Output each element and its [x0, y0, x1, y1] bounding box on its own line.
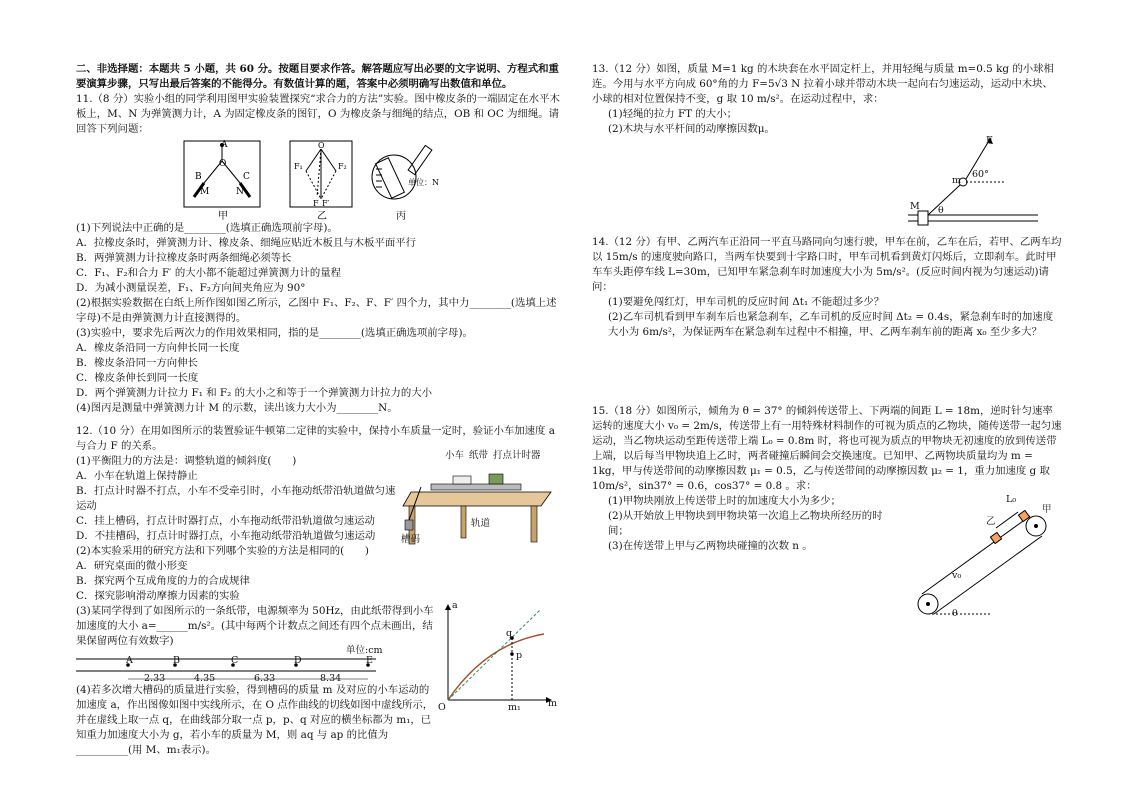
q13-label-60: 60° [972, 169, 989, 180]
label-bing: 丙 [396, 211, 406, 221]
q11-figures [76, 139, 562, 221]
q15-stem: 15.（18 分）如图所示，倾角为 θ = 37° 的倾斜传送带上、下两端的间距 L = 18m，逆时针匀速率运转的速度大小 v₀ = 2m/s，传送带上有一用特殊材料制作的可视为质点的乙物块，随传送带一起匀速运动，当乙物块运动至距传送带上端 L₀ = 0.8m 时，将也可视为质点的甲物块无初速度的放到传送带上端，以后每当甲物块追上乙时，两者碰撞后瞬间会交换速度。已知甲、乙两物块质量均为 m = 1kg，甲与传送带间的动摩擦因数 μ₁ = 0.5，乙与传送带间的动摩擦因数 μ₂ = 1，重力加速度 g 取 10m/s²，sin37° = 0.6，cos37° = 0.8 。求： [592, 405, 1062, 492]
q13-p2: (2)木块与水平杆间的动摩擦因数μ。 [608, 123, 775, 135]
label-tape: 纸带 [469, 450, 489, 461]
graph-m: m [548, 698, 558, 709]
label-F1: F₁ [294, 162, 303, 171]
label-car: 小车 [445, 450, 465, 461]
apparatus-figure [401, 450, 561, 604]
right-column [592, 62, 1062, 624]
label-M: M [200, 187, 210, 197]
q11-p1-opt-c: C．F₁、F₂和合力 F′ 的大小都不能超过弹簧测力计的量程 [76, 267, 342, 279]
q13-label-theta: θ [938, 205, 944, 216]
q13-stem: 13.（12 分）如图，质量 M=1 kg 的木块套在水平固定杆上，并用轻绳与质量 m=0.5 kg 的小球相连。今用与水平方向成 60°角的力 F=5√3 N 拉着小球并带动木块一起向右匀速运动，运动中木块、小球的相对位置保持不变，g 取 10 m/s²。在运动过程中，求： [592, 63, 1054, 105]
label-F2: F₂ [338, 162, 347, 171]
q11-p3: (3)实验中，要求先后两次力的作用效果相同，指的是________(选填正确选项前字母)。 [76, 327, 473, 339]
q12-lower [76, 600, 562, 758]
q13-svg [592, 137, 1062, 227]
q13-label-m: m [952, 175, 962, 186]
q13-label-F: F [986, 135, 993, 146]
label-O: O [219, 159, 227, 169]
label-track: 轨道 [471, 518, 491, 529]
q15-label-yi: 乙 [986, 516, 996, 527]
q11-p3-opt-c: C．橡皮条伸长到同一长度 [76, 372, 199, 384]
label-unit: 单位：N [408, 178, 439, 187]
q12-text [76, 454, 401, 604]
tape-unit: 单位:cm [346, 645, 383, 656]
q12-p2-opt-c: C．探究影响滑动摩擦力因素的实验 [76, 590, 240, 602]
graph-q: q [506, 628, 513, 639]
q12-p3: (3)某同学得到了如图所示的一条纸带，电源频率为 50Hz，由此纸带得到小车加速度的大小 a=______m/s²。(其中每两个计数点之间还有四个点未画出，结果保留两位有效数字) [76, 605, 434, 647]
label-O2: O [318, 141, 325, 150]
q15-p3: (3)在传送带上甲与乙两物块碰撞的次数 n 。 [608, 540, 813, 552]
q11-p2: (2)根据实验数据在白纸上所作图如图乙所示，乙图中 F₁、F₂、F、F′ 四个力，其中力________(选填上述字母)不是由弹簧测力计直接测得的。 [76, 297, 557, 324]
q12-p2-opt-a: A．研究桌面的微小形变 [76, 560, 188, 572]
q12-p1-opt-a: A．小车在轨道上保持静止 [76, 470, 198, 482]
tape-point-a: A [126, 655, 133, 666]
tape-point-e: E [366, 655, 373, 666]
graph-svg [436, 604, 556, 708]
q11-p1-opt-a: A．拉橡皮条时，弹簧测力计、橡皮条、细绳应贴近木板且与木板平面平行 [76, 237, 417, 249]
q15-text [592, 494, 892, 624]
tape-value-3: 6.33 [254, 673, 276, 684]
tape-point-d: D [294, 655, 302, 666]
q12-p1: (1)平衡阻力的方法是：调整轨道的倾斜度( ) [76, 455, 297, 467]
label-Fp: F′ [322, 199, 330, 208]
graph-m1: m₁ [508, 702, 521, 713]
tape-point-b: B [173, 655, 180, 666]
label-A: A [221, 140, 228, 150]
q14-p1: (1)要避免闯红灯，甲车司机的反应时间 Δt₁ 不能超过多少？ [608, 296, 885, 308]
label-N: N [236, 187, 244, 197]
label-B: B [195, 172, 202, 182]
a-m-graph [436, 600, 558, 758]
q12-stem: 12.（10 分）在用如图所示的装置验证牛顿第二定律的实验中，保持小车质量一定时，验证小车加速度 a 与合力 F 的关系。 [76, 425, 555, 452]
q15-p2: (2)从开始放上甲物块到甲物块第一次追上乙物块所经历的时间； [608, 510, 883, 537]
q14-p2: (2)乙车司机看到甲车刹车后也紧急刹车，乙车司机的反应时间 Δt₂ = 0.4s，紧急刹车时的加速度大小为 6m/s²，为保证两车在紧急刹车过程中不相撞，甲、乙两车刹车前的距离 x₀ 至少多大？ [608, 311, 1054, 338]
tape-value-2: 4.35 [194, 673, 216, 684]
q13-label-M: M [910, 201, 920, 212]
q12-p1-opt-d: D．不挂槽码，打点计时器打点，小车拖动纸带沿轨道做匀速运动 [76, 530, 376, 542]
graph-O: O [438, 702, 446, 713]
tape-value-1: 2.33 [144, 673, 166, 684]
q11-p3-opt-d: D．两个弹簧测力计拉力 F₁ 和 F₂ 的大小之和等于一个弹簧测力计拉力的大小 [76, 387, 433, 399]
q15-label-v0: v₀ [952, 570, 962, 581]
q11-p3-opt-b: B．橡皮条沿同一方向伸长 [76, 357, 198, 369]
q14-stem: 14.（12 分）有甲、乙两汽车正沿同一平直马路同向匀速行驶，甲车在前，乙车在后，若甲、乙两车均以 15m/s 的速度驶向路口，当两车快要到十字路口时，甲车司机看到黄灯闪烁后，立即刹车。此时甲车车头距停车线 L=30m，已知甲车紧急刹车时加速度大小为 5m/s²。(反应时间内视为匀速运动)请问： [592, 236, 1062, 293]
q12-p2: (2)本实验采用的研究方法和下列哪个实验的方法是相同的( ) [76, 545, 369, 557]
q13-figure [592, 137, 1062, 227]
section-title: 二、非选择题：本题共 5 小题，共 60 分。按题目要求作答。解答题应写出必要的文字说明、方程式和重要演算步骤，只写出最后答案的不能得分。有数值计算的题，答案中必须明确写出数值和单位。 [76, 63, 559, 90]
label-C: C [243, 172, 250, 182]
q15-label-jia: 甲 [1042, 504, 1052, 515]
q12-p1-opt-c: C．挂上槽码，打点计时器打点，小车拖动纸带沿轨道做匀速运动 [76, 515, 375, 527]
label-jia: 甲 [218, 211, 228, 221]
q12-lower-text [76, 604, 436, 758]
q11-stem: 11.（8 分）实验小组的同学利用图甲实验装置探究“求合力的方法”实验。图中橡皮条的一端固定在水平木板上，M、N 为弹簧测力计，A 为固定橡皮条的图钉，O 为橡皮条与细绳的结点，OB 和 OC 为细绳。请回答下列问题： [76, 93, 560, 135]
graph-p: p [516, 650, 523, 661]
tape-value-4: 8.34 [320, 673, 342, 684]
q11-p1: (1)下列说法中正确的是________(选填正确选项前字母)。 [76, 222, 338, 234]
spring-scale-bing [372, 145, 432, 199]
label-weight: 槽码 [401, 534, 421, 545]
label-yi: 乙 [317, 211, 327, 221]
q15-figure [892, 494, 1062, 624]
q11-p3-opt-a: A．橡皮条沿同一方向伸长同一长度 [76, 342, 240, 354]
q12-p4: (4)若多次增大槽码的质量进行实验，得到槽码的质量 m 及对应的小车运动的加速度 a，作出图像如图中实线所示，在 O 点作曲线的切线如图中虚线所示，并在虚线上取一点 q，在曲线部分取一点 p，p、q 对应的横坐标都为 m₁，已知重力加速度大小为 g，若小车的质量为 M，则 aq 与 ap 的比值为__________(用 M、m₁表示)。 [76, 684, 434, 756]
tape-point-c: C [231, 655, 239, 666]
graph-a: a [452, 600, 458, 611]
q12-block [76, 450, 562, 604]
left-column [76, 62, 562, 758]
q13-text [592, 107, 892, 137]
q11-p4: (4)图丙是测量中弹簧测力计 M 的示数，读出该力大小为________N。 [76, 402, 398, 414]
q15-svg [892, 494, 1062, 624]
q13-p1: (1)轻绳的拉力 FT 的大小； [608, 108, 737, 120]
q15-block [592, 494, 1062, 624]
paper-tape [76, 645, 436, 684]
q11-p1-opt-b: B．两弹簧测力计拉橡皮条时两条细绳必须等长 [76, 252, 292, 264]
force-diagram-yi [290, 141, 352, 207]
q11-p1-opt-d: D．为减小测量误差，F₁、F₂方向间夹角应为 90° [76, 282, 306, 294]
q11-figure-svg [76, 139, 562, 221]
q15-label-theta: θ [952, 608, 958, 619]
q15-label-L0: L₀ [1006, 494, 1017, 505]
q15-p1: (1)甲物块刚放上传送带上时的加速度大小为多少； [608, 495, 841, 507]
apparatus-svg [401, 454, 561, 546]
q12-p1-opt-b: B．打点计时器不打点，小车不受牵引时，小车拖动纸带沿轨道做匀速运动 [76, 485, 396, 512]
label-F: F [313, 199, 319, 208]
label-timer: 打点计时器 [493, 450, 541, 461]
q12-p2-opt-b: B．探究两个互成角度的力的合成规律 [76, 575, 250, 587]
